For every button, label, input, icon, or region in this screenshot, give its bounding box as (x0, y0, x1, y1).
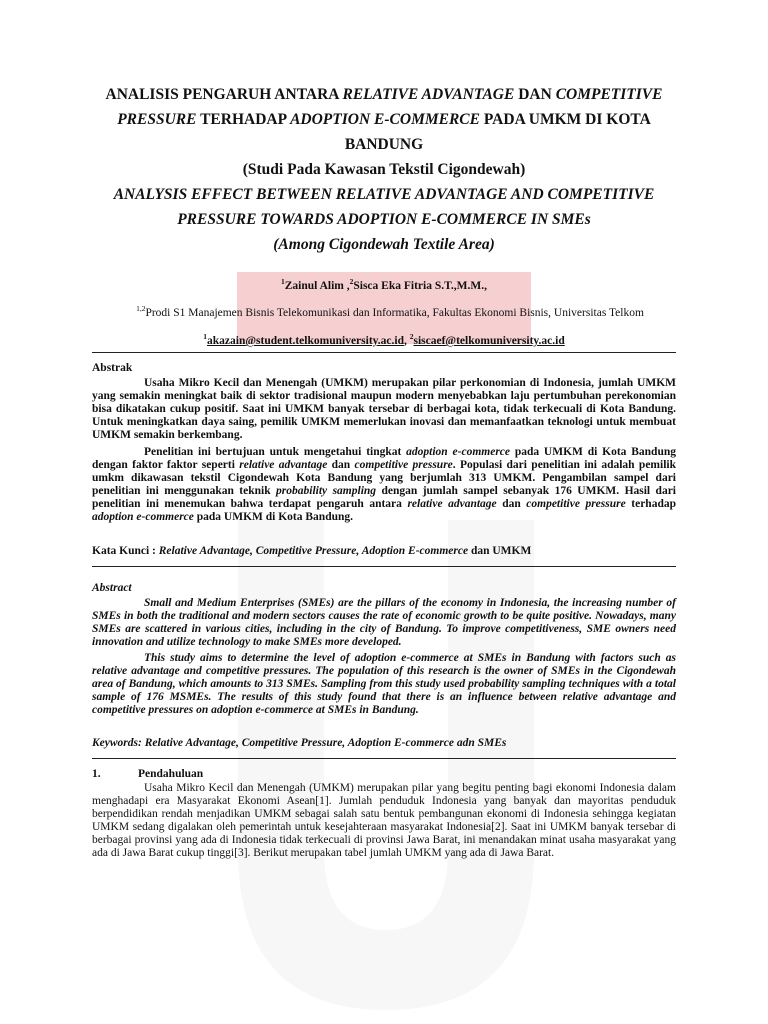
abstract-paragraph-2: This study aims to determine the level of adoption e-commerce at SMEs in Bandung with factors such as relative advantage and competitive pressures. The population of this research is the owner of SMEs in the Cigondewah area of Bandung, which amounts to 313 SMEs. Sampling from this study used probability sampling techniques with a total sample of 176 MSMEs. The results of this study found that there is an influence between relative advantage and competitive pressures on adoption e-commerce at SMEs in Bandung. (92, 652, 676, 717)
title-line-3: BANDUNG (344, 136, 424, 153)
abstrak-paragraph-2: Penelitian ini bertujuan untuk mengetahui tingkat adoption e-commerce pada UMKM di Kota Bandung dengan faktor faktor seperti relative advantage dan competitive pressure. Populasi dari penelitian ini adalah pemilik umkm dikawasan tekstil Cigondewah Kota Bandung yang berjumlah 313 UMKM. Pengambilan sampel dari penelitian ini menggunakan teknik probability sampling dengan jumlah sampel sebanyak 176 UMKM. Hasil dari penelitian ini menemukan bahwa terdapat pengaruh antara relative advantage dan competitive pressure terhadap adoption e-commerce pada UMKM di Kota Bandung. (92, 446, 677, 524)
abstract-heading: Abstract (92, 582, 132, 594)
title-line-1: ANALISIS PENGARUH ANTARA RELATIVE ADVANTAGE DAN COMPETITIVE (105, 86, 663, 103)
keywords: Keywords: Relative Advantage, Competitive Pressure, Adoption E-commerce adn SMEs (92, 737, 507, 749)
subtitle-id: (Studi Pada Kawasan Tekstil Cigondewah) (242, 161, 526, 178)
section-title: Pendahuluan (138, 768, 204, 780)
divider-middle (92, 566, 676, 567)
email-link-1[interactable]: akazain@student.telkomuniversity.ac.id (207, 335, 404, 347)
subtitle-en: (Among Cigondewah Textile Area) (273, 236, 495, 253)
title-en-line-1: ANALYSIS EFFECT BETWEEN RELATIVE ADVANTAGE AND COMPETITIVE (113, 186, 655, 203)
abstrak-paragraph-1: Usaha Mikro Kecil dan Menengah (UMKM) merupakan pilar perkonomian di Indonesia, jumlah UMKM yang semakin meningkat baik di sektor tradisional maupun modern menyebabkan laju pertumbuhan perekonomian bisa dikatakan cukup positif. Saat ini UMKM banyak tersebar di berbagai kota, tidak terkecuali di Kota Bandung. Untuk meningkatkan daya saing, pemilik UMKM memerlukan inovasi dan memanfaatkan teknologi untuk membuat UMKM semakin berkembang. (92, 377, 676, 442)
abstrak-heading: Abstrak (92, 362, 133, 374)
title-en-line-2: PRESSURE TOWARDS ADOPTION E-COMMERCE IN SMEs (177, 211, 591, 228)
section-number: 1. (92, 768, 101, 780)
divider-bottom (92, 758, 676, 759)
authors: $^1$Zainul Alim ,$^2$Sisca Eka Fitria S.T.,M.M., (280, 277, 487, 292)
kata-kunci: Kata Kunci : Relative Advantage, Competitive Pressure, Adoption E-commerce dan UMKM (92, 545, 532, 557)
affiliation: $^{1,2}$Prodi S1 Manajemen Bisnis Telekomunikasi dan Informatika, Fakultas Ekonomi Bisnis, Universitas Telkom (136, 304, 644, 319)
author-emails: $^1$akazain@student.telkomuniversity.ac.id, $^2$siscaef@telkomuniversity.ac.id (203, 332, 565, 347)
abstract-paragraph-1: Small and Medium Enterprises (SMEs) are the pillars of the economy in Indonesia, the increasing number of SMEs in both the traditional and modern sectors causes the rate of economic growth to be quite positive. Nowadays, many SMEs are scattered in various cities, including in the city of Bandung. To improve competitiveness, SME owners need innovation and utilize technology to make SMEs more developed. (92, 597, 676, 649)
section-body: Usaha Mikro Kecil dan Menengah (UMKM) merupakan pilar yang begitu penting bagi ekonomi Indonesia dalam menghadapi era Masyarakat Ekonomi Asean[1]. Jumlah penduduk Indonesia yang banyak dan mayoritas penduduk berpendidikan rendah menjadikan UMKM sebagai salah satu bentuk pembangunan ekonomi di Indonesia sehingga kegiatan UMKM sedang digalakan oleh pemerintah untuk kesejahteraan masyarakat Indonesia[2]. Saat ini UMKM banyak tersebar di berbagai provinsi yang ada di Indonesia tidak terkecuali di provinsi Jawa Barat, ini menandakan minat usaha masyarakat yang ada di Jawa Barat cukup tinggi[3]. Berikut merupakan tabel jumlah UMKM yang ada di Jawa Barat. (92, 782, 676, 860)
email-link-2[interactable]: siscaef@telkomuniversity.ac.id (413, 335, 565, 347)
divider-top (92, 352, 676, 353)
title-line-2: PRESSURE TERHADAP ADOPTION E-COMMERCE PADA UMKM DI KOTA (117, 111, 651, 128)
watermark-u-curve (238, 850, 534, 1010)
